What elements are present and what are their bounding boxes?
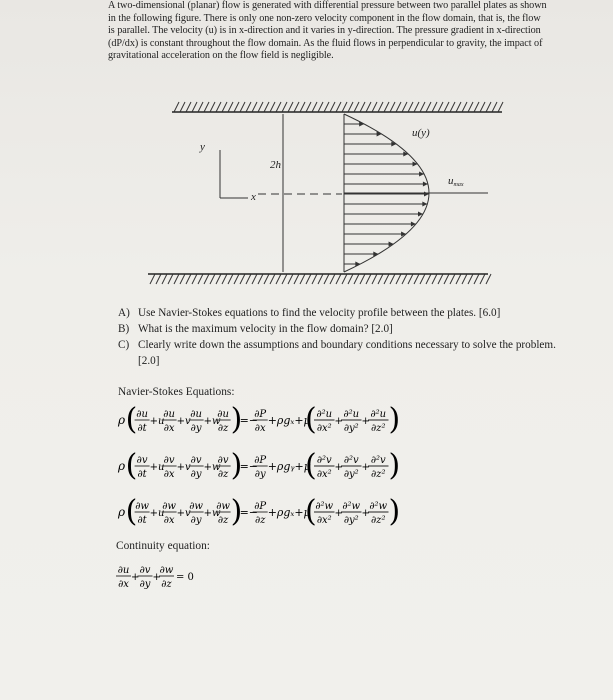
hatch-mark [474,274,479,284]
hatch-mark [210,102,215,112]
fraction-denominator: ∂y [254,469,266,480]
hatch-mark [408,274,413,284]
fraction-numerator: ∂P [254,409,267,420]
hatch-mark [390,102,395,112]
hatch-mark [174,102,179,112]
hatch-mark [492,102,497,112]
question-text: What is the maximum velocity in the flow domain? [2.0] [138,323,393,335]
hatch-mark [288,274,293,284]
hatch-mark [336,274,341,284]
hatch-mark [450,102,455,112]
hatch-mark [414,274,419,284]
fraction-denominator: ∂z [217,469,229,480]
hatch-mark [360,274,365,284]
hatch-mark [198,102,203,112]
fraction-denominator: ∂y [190,423,202,434]
hatch-mark [192,102,197,112]
hatch-mark [420,274,425,284]
equation-symbol: +ρgᵧ+μ [267,460,311,473]
fraction-numerator: ∂w [162,501,176,512]
equation-terms [117,448,400,483]
fraction-denominator: ∂y² [343,423,359,434]
close-paren: ) [230,494,243,529]
hatch-mark [480,274,485,284]
equation-symbol: +ρgₓ+μ [267,414,311,427]
fraction-numerator: ∂²v [316,455,332,466]
fraction-denominator: ∂x² [316,469,332,480]
equation-terms [117,494,400,529]
hatch-mark [474,102,479,112]
equation-symbol: + [361,416,370,427]
hatch-mark [420,102,425,112]
hatch-mark [258,274,263,284]
fraction-numerator: ∂u [117,565,130,576]
hatch-mark [456,274,461,284]
equation-symbol: +w [203,462,221,473]
hatch-mark [462,102,467,112]
hatch-mark [468,102,473,112]
fraction-denominator: ∂t [137,423,147,434]
hatch-mark [270,274,275,284]
hatch-mark [300,102,305,112]
continuity-title: Continuity equation: [116,540,210,552]
hatch-mark [156,274,161,284]
hatch-mark [306,102,311,112]
fraction-numerator: ∂P [254,501,267,512]
equation-symbol: + [152,572,161,583]
hatch-mark [294,274,299,284]
fraction-denominator: ∂t [137,469,147,480]
hatch-mark [312,274,317,284]
open-paren: ( [125,402,138,437]
hatch-mark [204,102,209,112]
equation-symbol: + [361,508,370,519]
hatch-mark [210,274,215,284]
hatch-mark [348,102,353,112]
hatch-mark [318,274,323,284]
fraction-numerator: ∂v [136,455,148,466]
hatch-mark [180,274,185,284]
equation-symbol: +w [203,416,221,427]
equation-symbol: =− [239,460,259,473]
hatch-mark [438,274,443,284]
hatch-mark [186,102,191,112]
equation-symbol: + [334,508,343,519]
open-paren: ( [305,402,317,437]
hatch-mark [240,274,245,284]
close-paren: ) [388,448,401,483]
hatch-mark [198,274,203,284]
fraction-numerator: ∂²w [315,501,334,512]
fraction-denominator: ∂z [161,579,172,590]
arrow-head [424,192,429,197]
hatch-mark [204,274,209,284]
hatch-mark [372,102,377,112]
close-paren: ) [230,448,243,483]
fraction-numerator: ∂u [190,409,202,420]
hatch-mark [222,102,227,112]
equation-symbol: + [334,462,343,473]
fraction-denominator: ∂y² [343,515,359,526]
hatch-mark [360,102,365,112]
hatch-mark [396,274,401,284]
fraction-denominator: ∂y [190,469,202,480]
hatch-mark [348,274,353,284]
hatch-mark [234,102,239,112]
hatch-mark [426,274,431,284]
hatch-mark [450,274,455,284]
hatch-mark [366,274,371,284]
hatch-mark [258,102,263,112]
equation-symbol: +v [176,462,191,473]
equation-symbol: ρ [118,459,126,473]
navier-stokes-title: Navier-Stokes Equations: [118,386,235,398]
hatch-mark [366,102,371,112]
fraction-denominator: ∂z² [371,423,386,434]
hatch-mark [408,102,413,112]
equation-symbol: =− [239,506,259,519]
fraction-denominator: ∂z [217,515,229,526]
equation-symbol: + [131,572,140,583]
x-momentum-equation [118,400,568,442]
continuity-equation [116,556,316,596]
hatch-mark [456,102,461,112]
question-text: Clearly write down the assumptions and boundary conditions necessary to solve the problem. [2.0] [138,339,556,367]
x-axis-label: x [251,191,256,203]
hatch-mark [444,102,449,112]
hatch-mark [480,102,485,112]
hatch-mark [486,102,491,112]
problem-statement [108,0,548,63]
hatch-mark [414,102,419,112]
equation-symbol: = 0 [176,572,194,583]
hatch-mark [300,274,305,284]
hatch-mark [270,102,275,112]
fraction-denominator: ∂x [254,423,266,434]
fraction-denominator: ∂y [139,579,151,590]
hatch-mark [246,274,251,284]
hatch-mark [240,102,245,112]
questions [118,305,558,369]
hatch-mark [264,102,269,112]
fraction-denominator: ∂t [137,515,147,526]
fraction-numerator: ∂²w [342,501,361,512]
equation-symbol: ρ [118,505,126,519]
hatch-mark [498,102,503,112]
hatch-mark [252,274,257,284]
hatch-mark [234,274,239,284]
hatch-mark [324,274,329,284]
y-momentum-equation [118,446,568,488]
fraction-denominator: ∂z² [371,469,386,480]
hatch-mark [444,274,449,284]
hatch-mark [378,102,383,112]
fraction-denominator: ∂x [163,469,175,480]
profile-label: u(y) [412,127,430,139]
fraction-denominator: ∂z² [371,515,386,526]
fraction-denominator: ∂y² [343,469,359,480]
equation-symbol: +u [149,508,165,519]
problem-text: A two-dimensional (planar) flow is generated with differential pressure between two parallel plates as shown in the following figure. There is only one non-zero velocity component in the flow domain, that is, the flow is parallel. The velocity (u) is in x-direction and it varies in y-direction. The pressure gradient in x-direction (dP/dx) is constant throughout the flow domain. As the fluid flows in perpendicular to gravity, the impact of gravitational acceleration on the flow field is negligible. [108,0,547,62]
fraction-denominator: ∂x [118,579,129,590]
hatch-mark [186,274,191,284]
question-label: A) [118,307,130,319]
hatch-mark [282,102,287,112]
hatch-mark [228,274,233,284]
hatch-mark [294,102,299,112]
velocity-arrows [344,122,429,267]
equation-symbol: +w [203,508,221,519]
hatch-mark [402,102,407,112]
open-paren: ( [305,494,317,529]
fraction-numerator: ∂w [216,501,230,512]
hatch-mark [168,274,173,284]
fraction-denominator: ∂x [163,515,175,526]
fraction-numerator: ∂w [159,565,174,576]
fraction-numerator: ∂²u [343,409,360,420]
fraction-numerator: ∂²u [316,409,333,420]
fraction-numerator: ∂²v [370,455,386,466]
fraction-numerator: ∂u [136,409,148,420]
hatch-mark [216,274,221,284]
question-a [118,305,558,321]
hatch-mark [180,102,185,112]
equation-symbol: + [361,462,370,473]
question-label: C) [118,339,130,351]
arrow-head [413,162,418,167]
fraction-numerator: ∂v [139,565,151,576]
hatch-mark [384,274,389,284]
fraction-denominator: ∂z [254,515,266,526]
equation-symbol: +v [176,508,191,519]
hatch-mark [318,102,323,112]
fraction-denominator: ∂x² [316,423,332,434]
hatch-mark [432,102,437,112]
equation-symbol: +u [149,416,165,427]
fraction-numerator: ∂²w [369,501,388,512]
hatch-mark [426,102,431,112]
close-paren: ) [388,494,401,529]
close-paren: ) [388,402,401,437]
hatch-mark [336,102,341,112]
close-paren: ) [230,402,243,437]
question-label: B) [118,323,130,335]
hatch-mark [396,102,401,112]
hatch-mark [282,274,287,284]
question-text: Use Navier-Stokes equations to find the velocity profile between the plates. [6.0] [138,307,501,319]
hatch-mark [150,274,155,284]
hatch-mark [438,102,443,112]
fraction-numerator: ∂v [163,455,175,466]
fraction-denominator: ∂x [163,423,175,434]
hatch-mark [384,102,389,112]
open-paren: ( [125,448,138,483]
arrow-head [411,222,416,227]
hatch-mark [174,274,179,284]
fraction-numerator: ∂v [217,455,229,466]
hatch-mark [390,274,395,284]
top-plate-hatch [174,102,503,112]
hatch-mark [288,102,293,112]
hatch-mark [276,274,281,284]
hatch-mark [486,274,491,284]
fraction-numerator: ∂²v [343,455,359,466]
fraction-denominator: ∂y [190,515,202,526]
open-paren: ( [305,448,317,483]
umax-label: umax [448,175,464,188]
hatch-mark [342,274,347,284]
fraction-numerator: ∂P [254,455,267,466]
fraction-numerator: ∂w [135,501,149,512]
hatch-mark [306,274,311,284]
hatch-mark [162,274,167,284]
hatch-mark [216,102,221,112]
hatch-mark [228,102,233,112]
axis-icon [220,150,248,198]
equation-symbol: +v [176,416,191,427]
flow-diagram [130,92,510,294]
hatch-mark [462,274,467,284]
hatch-mark [222,274,227,284]
hatch-mark [432,274,437,284]
equation-symbol: +ρgₓ+μ [267,506,311,519]
z-momentum-equation [118,492,568,534]
equation-symbol: +u [149,462,165,473]
hatch-mark [246,102,251,112]
hatch-mark [276,102,281,112]
hatch-mark [354,274,359,284]
question-c [118,337,558,369]
bottom-plate-hatch [150,274,491,284]
equation-terms [117,402,400,437]
hatch-mark [324,102,329,112]
hatch-mark [372,274,377,284]
fraction-numerator: ∂u [163,409,175,420]
equation-symbol: + [334,416,343,427]
hatch-mark [192,274,197,284]
hatch-mark [468,274,473,284]
open-paren: ( [125,494,138,529]
hatch-mark [402,274,407,284]
equation-symbol: =− [239,414,259,427]
fraction-numerator: ∂w [189,501,203,512]
fraction-numerator: ∂u [217,409,229,420]
hatch-mark [330,274,335,284]
fraction-numerator: ∂v [190,455,202,466]
hatch-mark [252,102,257,112]
hatch-mark [354,102,359,112]
equation-symbol: ρ [118,413,126,427]
y-axis-label: y [200,141,205,153]
hatch-mark [264,274,269,284]
fraction-denominator: ∂x² [316,515,332,526]
hatch-mark [330,102,335,112]
hatch-mark [342,102,347,112]
fraction-denominator: ∂z [217,423,229,434]
fraction-numerator: ∂²u [370,409,387,420]
gap-label: 2h [270,159,281,171]
question-b [118,321,558,337]
hatch-mark [312,102,317,112]
hatch-mark [378,274,383,284]
